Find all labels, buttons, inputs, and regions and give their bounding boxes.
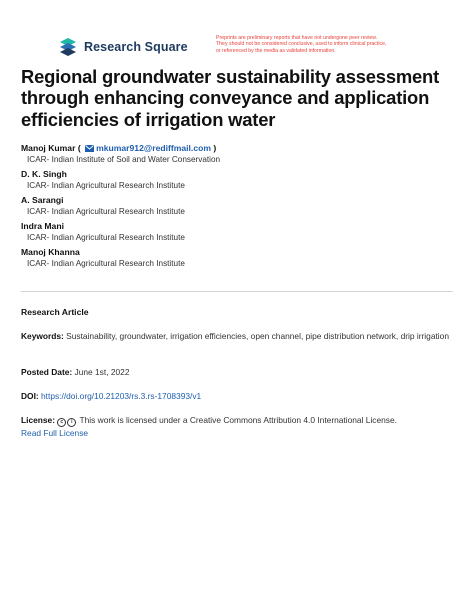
- posted-date-value: June 1st, 2022: [74, 367, 130, 377]
- keywords: [21, 330, 459, 343]
- author-name: Indra Mani: [21, 221, 64, 231]
- section-divider: [21, 291, 453, 292]
- notice-line: Preprints are preliminary reports that have not undergone peer review.: [216, 35, 378, 41]
- notice-line: or referenced by the media as validated information.: [216, 47, 336, 54]
- author-affiliation: ICAR- Indian Agricultural Research Institute: [27, 259, 185, 268]
- cc-icon: c: [57, 418, 66, 427]
- author-list: [21, 143, 461, 273]
- notice-line: They should not be considered conclusive, used to inform clinical practice,: [216, 41, 387, 48]
- author-affiliation: ICAR- Indian Agricultural Research Institute: [27, 207, 185, 216]
- doi-label: DOI:: [21, 391, 39, 401]
- author-name-text: Manoj Kumar: [21, 143, 76, 153]
- author-name: Manoj Khanna: [21, 247, 80, 257]
- author-affiliation: ICAR- Indian Agricultural Research Institute: [27, 181, 185, 190]
- posted-date-label: Posted Date:: [21, 367, 73, 377]
- license-label: License:: [21, 415, 55, 425]
- doi: [21, 391, 201, 401]
- author-name: D. K. Singh: [21, 169, 67, 179]
- license: [21, 414, 459, 440]
- research-square-logo-icon: [58, 38, 78, 56]
- posted-date: [21, 367, 129, 377]
- read-full-license-link[interactable]: Read Full License: [21, 428, 89, 438]
- keywords-label: Keywords:: [21, 331, 64, 341]
- preprint-notice: [216, 35, 466, 54]
- author-email-link[interactable]: mkumar912@rediffmail.com: [96, 143, 211, 153]
- logo-text: Research Square: [84, 40, 188, 54]
- license-text: This work is licensed under a Creative Commons Attribution 4.0 International License.: [79, 415, 397, 425]
- author-name: Manoj Kumar ( mkumar912@rediffmail.com ): [21, 143, 217, 153]
- article-type: Research Article: [21, 307, 89, 317]
- author-affiliation: ICAR- Indian Institute of Soil and Water Conservation: [27, 155, 221, 164]
- by-icon: i: [67, 418, 76, 427]
- paper-title: Regional groundwater sustainability assessment through enhancing conveyance and application efficiencies of irrigation water: [21, 66, 439, 130]
- envelope-icon: [85, 145, 94, 152]
- keywords-text: Sustainability, groundwater, irrigation efficiencies, open channel, pipe distribution network, drip irrigation: [66, 331, 449, 341]
- research-square-logo[interactable]: [58, 38, 188, 56]
- author-affiliation: ICAR- Indian Agricultural Research Institute: [27, 233, 185, 242]
- author-name: A. Sarangi: [21, 195, 64, 205]
- doi-link[interactable]: https://doi.org/10.21203/rs.3.rs-1708393/v1: [41, 391, 202, 401]
